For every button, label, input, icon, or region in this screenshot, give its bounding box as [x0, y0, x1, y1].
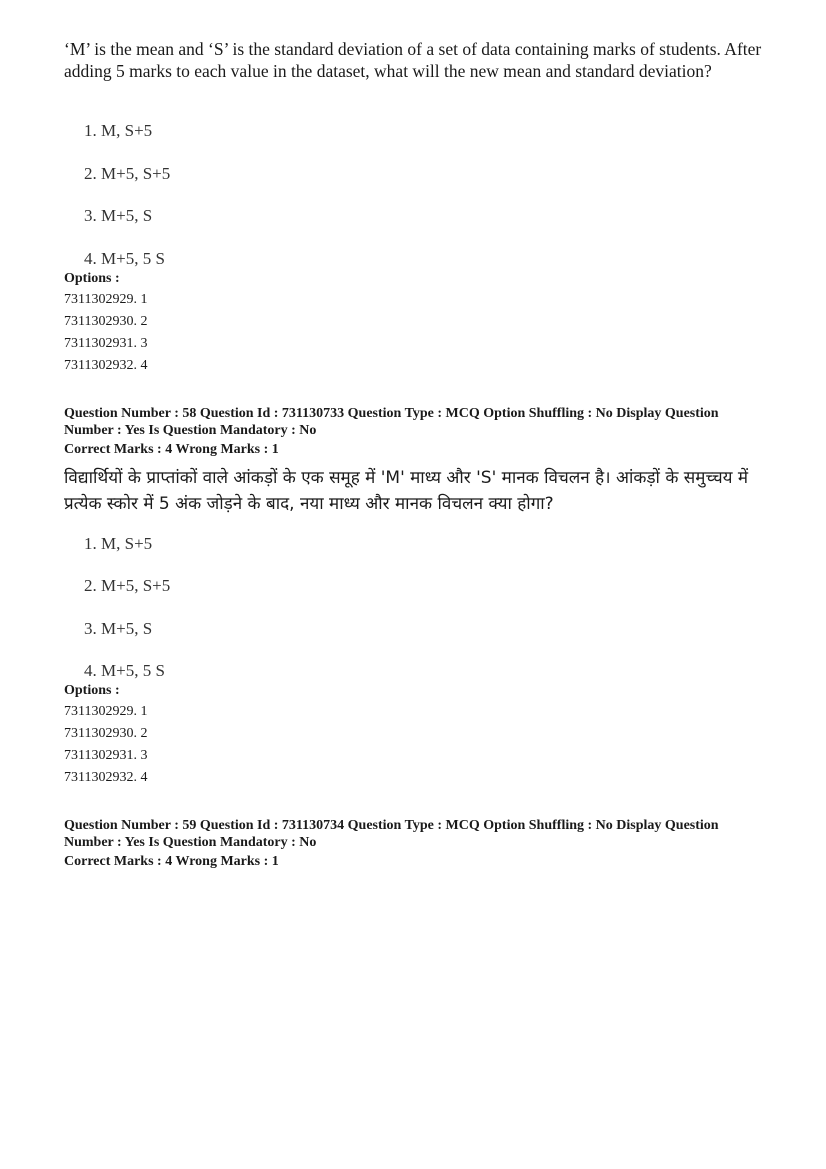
option-code: 7311302931. 3 [64, 748, 148, 763]
choice-1: 1. M, S+5 [84, 534, 153, 553]
option-code: 7311302930. 2 [64, 314, 148, 329]
choice-3: 3. M+5, S [84, 206, 153, 225]
choice-3: 3. M+5, S [84, 619, 153, 638]
options-label: Options : [64, 683, 120, 698]
option-code: 7311302932. 4 [64, 770, 148, 785]
options-label: Options : [64, 271, 120, 286]
option-code: 7311302929. 1 [64, 292, 148, 307]
question-text: ‘M’ is the mean and ‘S’ is the standard deviation of a set of data containing marks of students. After adding 5 marks to each value in the dataset, what will the new mean and standard deviation? [64, 39, 762, 81]
choice-4: 4. M+5, 5 S [84, 249, 165, 268]
question-meta-line: Number : Yes Is Question Mandatory : No [64, 423, 317, 438]
question-meta-line: Number : Yes Is Question Mandatory : No [64, 835, 317, 850]
question-meta-line: Question Number : 59 Question Id : 731130734 Question Type : MCQ Option Shuffling : No Display Question [64, 818, 719, 833]
choice-2: 2. M+5, S+5 [84, 164, 171, 183]
question-marks: Correct Marks : 4 Wrong Marks : 1 [64, 854, 279, 869]
choice-4: 4. M+5, 5 S [84, 661, 165, 680]
choice-2: 2. M+5, S+5 [84, 576, 171, 595]
question-marks: Correct Marks : 4 Wrong Marks : 1 [64, 442, 279, 457]
option-code: 7311302932. 4 [64, 358, 148, 373]
option-code: 7311302931. 3 [64, 336, 148, 351]
option-code: 7311302929. 1 [64, 704, 148, 719]
question-meta-line: Question Number : 58 Question Id : 731130733 Question Type : MCQ Option Shuffling : No Display Question [64, 406, 719, 421]
option-code: 7311302930. 2 [64, 726, 148, 741]
question-text-hindi: विद्यार्थियों के प्राप्तांकों वाले आंकड़ों के एक समूह में 'M' माध्य और 'S' मानक विचलन है। आंकड़ों के समुच्चय में प्रत्येक स्कोर में 5 अंक जोड़ने के बाद, नया माध्य और मानक विचलन क्या होगा? [64, 468, 749, 514]
choice-1: 1. M, S+5 [84, 121, 153, 140]
